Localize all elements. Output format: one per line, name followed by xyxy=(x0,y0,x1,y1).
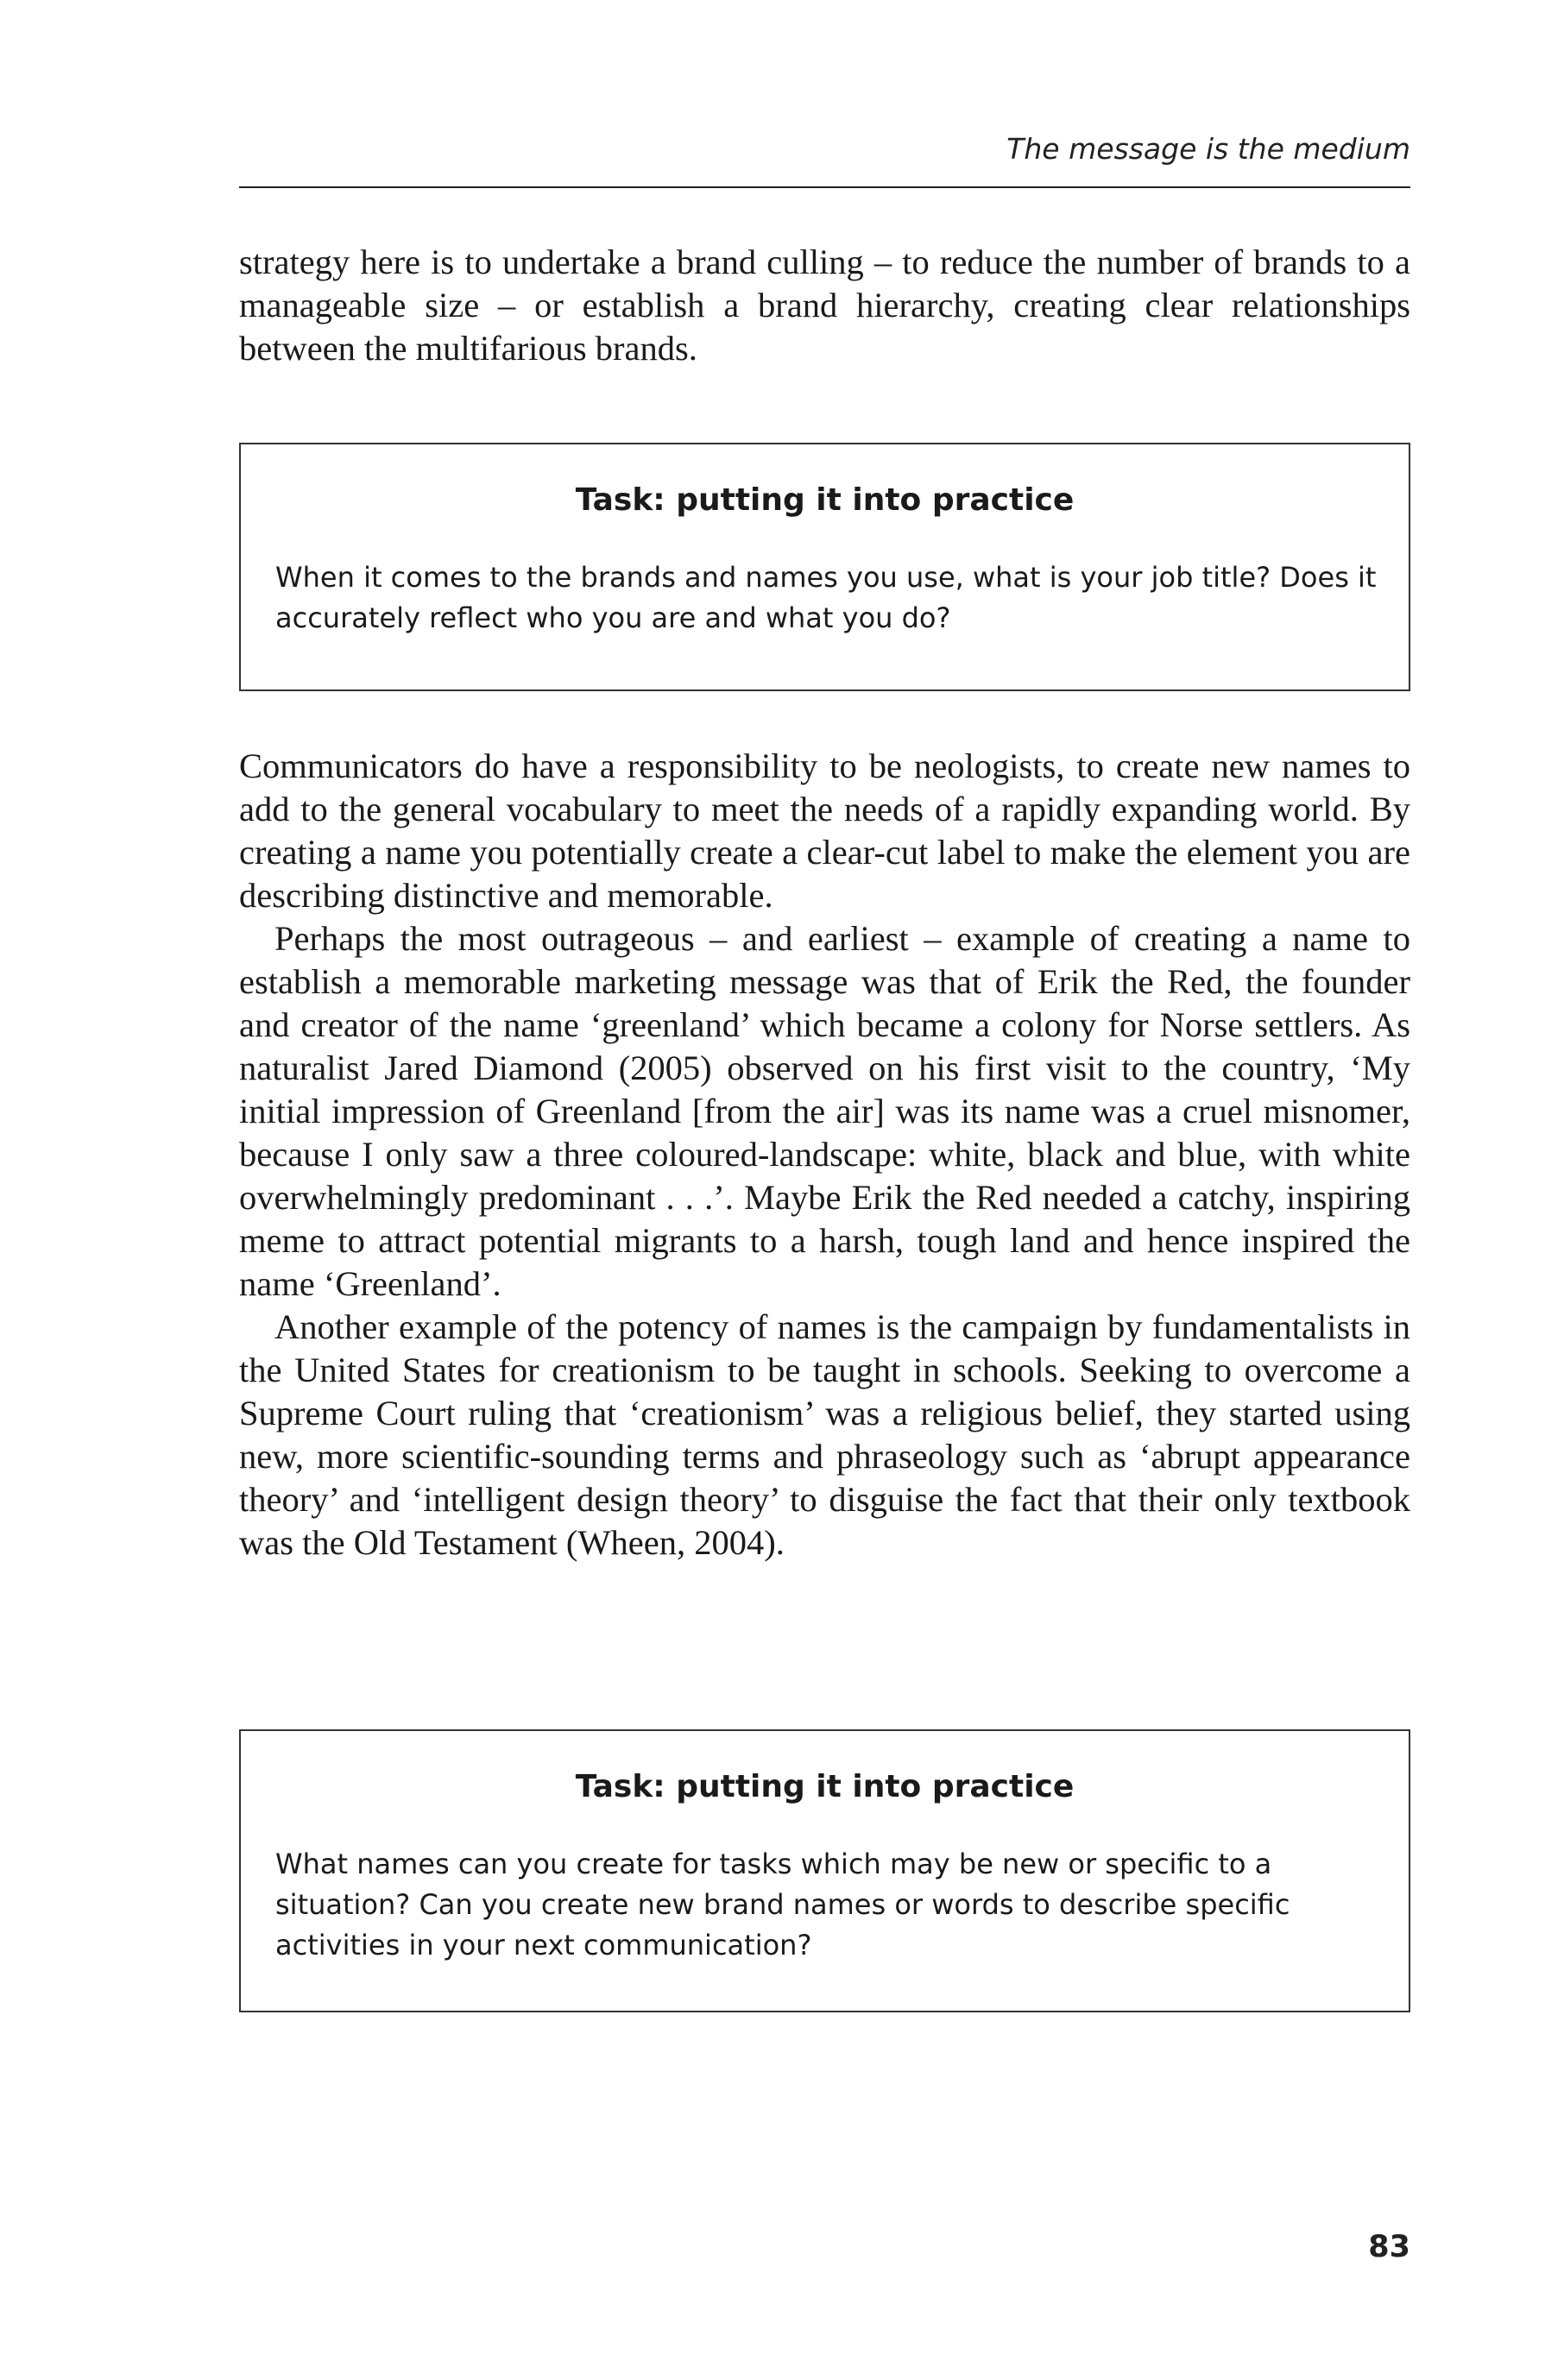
paragraph-creationism: Another example of the potency of names is the campaign by fundamentalists in the United States for creationism to be taught in schools. Seeking to overcome a Supreme Court ruling that ‘creationism’ was a religious belief, they started using new, more scientific-sounding terms and phraseology such as ‘abrupt appearance theory’ and ‘intelligent design theory’ to disguise the fact that their only textbook was the Old Testament (Wheen, 2004). xyxy=(239,1307,1410,1562)
page-number: 83 xyxy=(1368,2230,1410,2264)
task-box-text: What names can you create for tasks which may be new or specific to a situation? Can you create new brand names or words to describe specific activities in your next communication? xyxy=(275,1848,1290,1961)
task-box-title: Task: putting it into practice xyxy=(575,1769,1075,1804)
main-text-block xyxy=(239,745,1410,1565)
continued-paragraph: strategy here is to undertake a brand culling – to reduce the number of brands to a manageable size – or establish a brand hierarchy, creating clear relationships between the multifarious brands. xyxy=(239,242,1410,368)
task-box xyxy=(239,443,1410,691)
paragraph-neologists: Communicators do have a responsibility to be neologists, to create new names to add to the general vocabulary to meet the needs of a rapidly expanding world. By creating a name you potentially create a clear-cut label to make the element you are describing distinctive and memorable. xyxy=(239,746,1410,915)
task-box-text: When it comes to the brands and names you use, what is your job title? Does it accurately reflect who you are and what you do? xyxy=(275,561,1377,634)
running-header: The message is the medium xyxy=(1006,132,1410,166)
task-box-title: Task: putting it into practice xyxy=(575,482,1075,518)
paragraph-greenland: Perhaps the most outrageous – and earliest – example of creating a name to establish a memorable marketing message was that of Erik the Red, the founder and creator of the name ‘greenland’ which became a colony for Norse settlers. As naturalist Jared Diamond (2005) observed on his first visit to the country, ‘My initial impression of Greenland [from the air] was its name was a cruel misnomer, because I only saw a three coloured-landscape: white, black and blue, with white overwhelmingly predominant . . .’. Maybe Erik the Red needed a catchy, inspiring meme to attract potential migrants to a harsh, tough land and hence inspired the name ‘Greenland’. xyxy=(239,919,1410,1303)
header-rule xyxy=(239,186,1410,188)
task-box xyxy=(239,1729,1410,2012)
